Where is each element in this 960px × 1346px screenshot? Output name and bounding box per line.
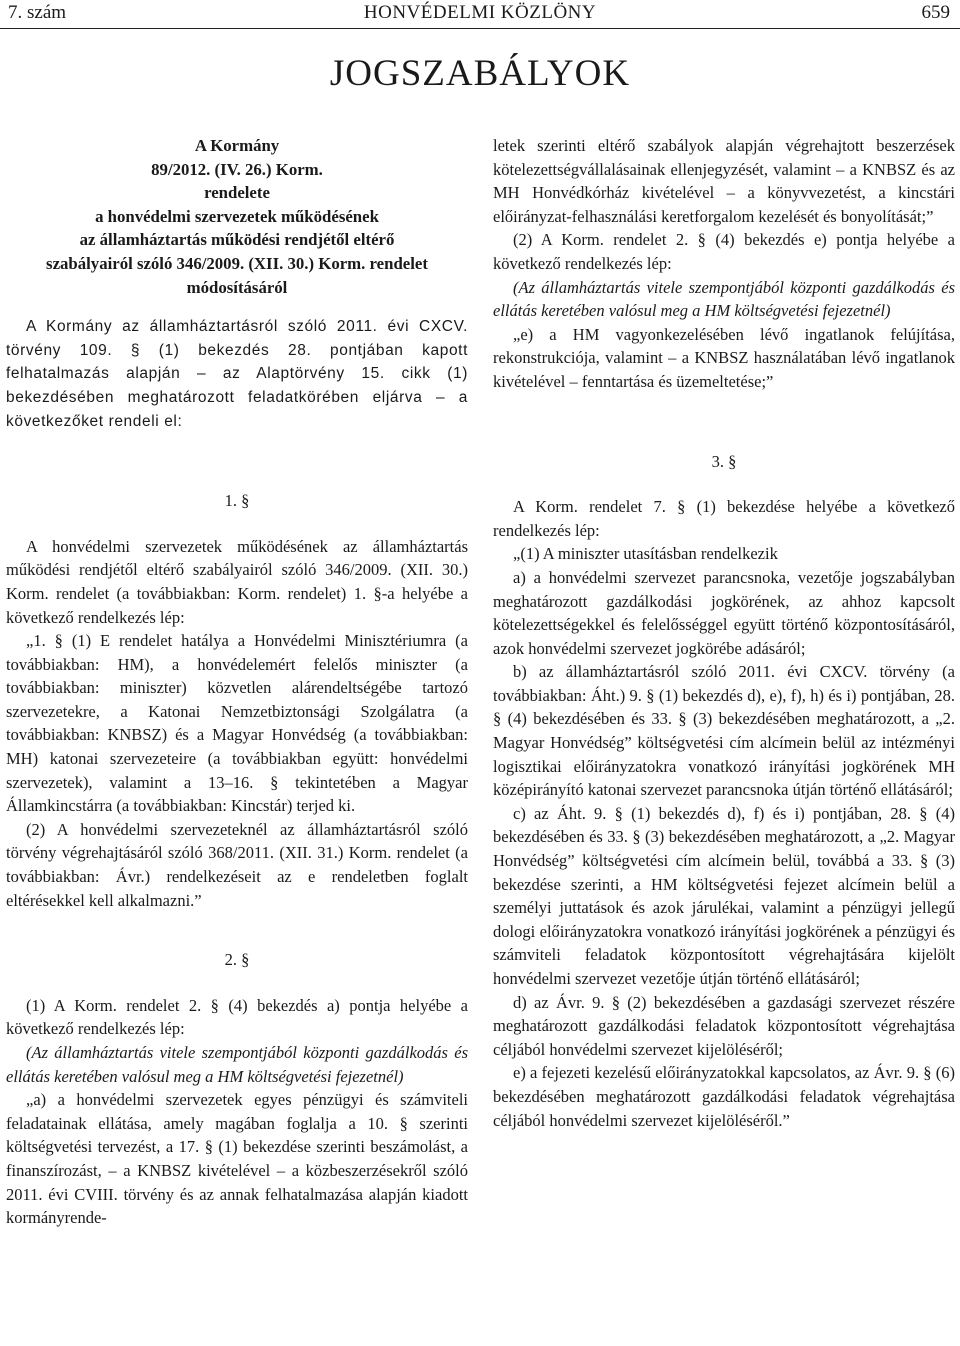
paragraph: A honvédelmi szervezetek működésének az államháztartás működési rendjétől eltérő szabályairól szóló 346/2009. (XII. 30.) Korm. rendelet (a továbbiakban: Korm. rendelet) 1. §-a helyébe a következő rendelkezés lép: — [6, 536, 468, 627]
paragraph: (2) A honvédelmi szervezeteknél az államháztartásról szóló törvény végrehajtásáról szóló 368/2011. (XII. 31.) Korm. rendelet (a továbbiakban: Ávr.) rendelkezéseit az e rendeletben foglalt eltérésekkel kell alkalmazni.” — [6, 819, 468, 910]
paragraph: c) az Áht. 9. § (1) bekezdés d), f) és i) pontjában, 28. § (4) bekezdésében és 33. § (3) bekezdésében meghatározott, a „2. Magyar Honvédség” költségvetési cím alcímein belül, továbbá a 33. § (3) bekezdése szerinti, a HM költségvetési fejezet alcímein belül a személyi juttatások és azok járulékai, valamint a pénzügyi jellegű dologi előirányzatokra vonatkozó irányítási jogkörének a pénzügyi és számviteli feladatok központosított végrehajtására kijelölt honvédelmi szervezet vezetője útján történő ellátásáról; — [493, 803, 955, 988]
decree-title-line: rendelete — [204, 183, 270, 203]
right-column — [493, 134, 955, 1132]
paragraph: A Korm. rendelet 7. § (1) bekezdése helyébe a következő rendelkezés lép: — [493, 497, 955, 540]
section-3-heading: 3. § — [711, 451, 737, 471]
paragraph: „1. § (1) E rendelet hatálya a Honvédelmi Minisztériumra (a továbbiakban: HM), a honvédelemért felelős miniszter (a továbbiakban: miniszter) közvetlen alárendeltségébe tartozó szervezetekre, a Katonai Nemzetbiztonsági Szolgálatra (a továbbiakban: KNBSZ) és a Magyar Honvédség (a továbbiakban: MH) katonai szervezeteire (a továbbiakban együtt: honvédelmi szervezetek), valamint a 13–16. § tekintetében a Magyar Államkincstárra (a továbbiakban: Kincstár) terjed ki. — [6, 631, 468, 816]
paragraph-italic: (Az államháztartás vitele szempontjából központi gazdálkodás és ellátás keretében valósul meg a HM költségvetési fejezetnél) — [6, 1043, 468, 1086]
paragraph: „(1) A miniszter utasításban rendelkezik — [513, 544, 778, 564]
section-2-heading: 2. § — [224, 950, 250, 970]
page-header — [0, 0, 960, 29]
journal-name: HONVÉDELMI KÖZLÖNY — [363, 2, 597, 23]
paragraph: „a) a honvédelmi szervezetek egyes pénzügyi és számviteli feladatainak ellátása, amely magában foglalja a 10. § szerinti költségvetési tervezést, a 17. § (1) bekezdése szerinti beszámolást, a finanszírozást, – a KNBSZ kivételével – a közbeszerzésekről szóló 2011. évi CVIII. törvény és az annak felhatalmazása alapján kiadott kormányrende- — [6, 1090, 468, 1228]
decree-title-line: 89/2012. (IV. 26.) Korm. — [151, 159, 323, 179]
paragraph: „e) a HM vagyonkezelésében lévő ingatlanok felújítása, rekonstrukciója, valamint – a KNBSZ használatában lévő ingatlanok kivételével – fenntartása és üzemeltetése;” — [493, 324, 955, 391]
paragraph: (1) A Korm. rendelet 2. § (4) bekezdés a) pontja helyébe a következő rendelkezés lép: — [6, 995, 468, 1039]
decree-title-line: módosításáról — [186, 277, 288, 297]
section-1-heading: 1. § — [224, 491, 250, 511]
paragraph: e) a fejezeti kezelésű előirányzatokkal kapcsolatos, az Ávr. 9. § (6) bekezdésében meghatározott gazdálkodási feladatok végrehajtása céljából honvédelmi szervezet kijelöléséről.” — [493, 1063, 955, 1130]
issue-number: 7. szám — [8, 2, 67, 23]
page-number: 659 — [921, 2, 950, 23]
section-title: JOGSZABÁLYOK — [329, 53, 631, 94]
decree-title-line: a honvédelmi szervezetek működésének — [95, 206, 379, 226]
decree-title-line: az államháztartás működési rendjétől eltérő — [79, 230, 395, 250]
paragraph: a) a honvédelmi szervezet parancsnoka, vezetője jogszabályban meghatározott gazdálkodási jogkörének, az ahhoz kapcsolt kötelezettségekkel és felelősséggel együtt történő központosításáról, azok honvédelmi szervezet jogkörébe adásáról; — [493, 567, 955, 658]
paragraph: d) az Ávr. 9. § (2) bekezdésében a gazdasági szervezet részére meghatározott gazdálkodási feladatok központosított végrehajtása céljából honvédelmi szervezet kijelöléséről; — [493, 992, 955, 1059]
decree-intro: A Kormány az államháztartásról szóló 2011. évi CXCV. törvény 109. § (1) bekezdés 28. pontjában kapott felhatalmazás alapján – az Alaptörvény 15. cikk (1) bekezdésében meghatározott feladatkörében eljárva – a következőket rendeli el: — [6, 318, 468, 430]
decree-title — [6, 134, 468, 299]
left-column — [6, 134, 468, 1230]
paragraph-italic: (Az államháztartás vitele szempontjából központi gazdálkodás és ellátás keretében valósul meg a HM költségvetési fejezetnél) — [493, 277, 955, 321]
decree-title-line: A Kormány — [194, 136, 280, 155]
paragraph: (2) A Korm. rendelet 2. § (4) bekezdés e) pontja helyébe a következő rendelkezés lép: — [493, 230, 955, 273]
decree-title-line: szabályairól szóló 346/2009. (XII. 30.) Korm. rendelet — [46, 253, 428, 273]
paragraph: b) az államháztartásról szóló 2011. évi CXCV. törvény (a továbbiakban: Áht.) 9. § (1) bekezdés d), e), f), h) és i) pontjában, 28. § (4) bekezdésében és 33. § (3) bekezdésében meghatározott, a „2. Magyar Honvédség” költségvetési cím alcímein belül az intézményi logisztikai előirányzatokra vonatkozó irányítási jogkörének MH középirányító katonai szervezet parancsnoka útján történő ellátásáról; — [493, 662, 955, 800]
paragraph-continued: letek szerinti eltérő szabályok alapján végrehajtott beszerzések kötelezettségvállalásainak ellenjegyzését, valamint – a KNBSZ és az MH Honvédkórház kivételével – a könyvvezetést, a kincstári előirányzat-felhasználási keretforgalom kezelését és bonyolítását;” — [493, 136, 955, 226]
